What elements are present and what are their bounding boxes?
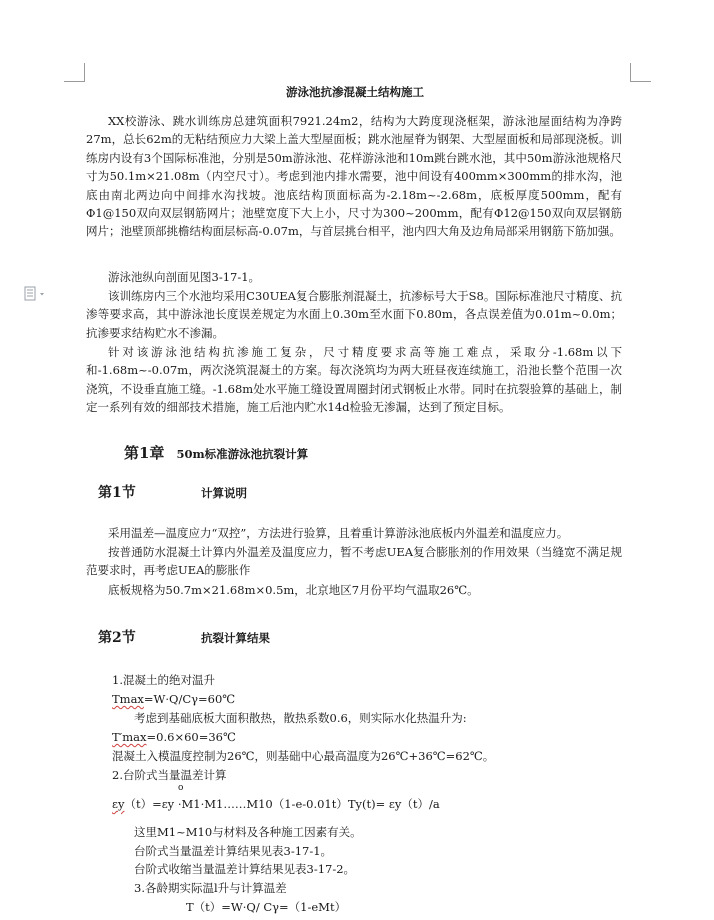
chapter-title: 50m标准游泳池抗裂计算 (176, 447, 309, 461)
chapter-1-heading (124, 442, 308, 463)
temperature-rise-formula: T（t）=W·Q/ Cγ=（1-eMt） (186, 900, 347, 914)
intro-paragraph-1: XX校游泳、跳水训练房总建筑面积7921.24m2，结构为大跨度现浇框架，游泳池屋面结构为净跨27m，总长62m的无粘结预应力大梁上盖大型屋面板；跳水池屋脊为钢架、大型屋面板和局部现浇板。训练房内设有3个国际标准池，分别是50m游泳池、花样游泳池和10m跳台跳水池，其中50m游泳池规格尺寸为50.1m×21.08m（内空尺寸）。考虑到池内排水需要，池中间设有400mm×300mm的排水沟，池底由南北两边向中间排水沟找坡。池底结构顶面标高为-2.18m~-2.68m，底板厚度500mm，配有Φ1@150双向双层钢筋网片；池壁宽度下大上小，尺寸为300~200mm，配有Φ12@150双向双层钢筋网片；池壁顶部挑檐结构面层标高-0.07m，与首层挑台相平，池内四大角及边角局部采用钢筋下筋加强。 (86, 114, 622, 239)
section-2-title: 抗裂计算结果 (201, 631, 270, 645)
section-1-paragraph-3: 底板规格为50.7m×21.68m×0.5m，北京地区7月份平均气温取26℃。 (108, 583, 479, 597)
strain-formula (112, 795, 440, 813)
section-number: 第2节 (98, 630, 136, 646)
strain-variable: εy (112, 797, 125, 811)
crop-mark-top-right (630, 63, 651, 82)
intro-paragraph-2: 游泳池纵向剖面见图3-17-1。 (108, 270, 261, 284)
calc-item-2-heading: 2.台阶式当量温差计算 (112, 768, 227, 782)
crop-mark-top-left (64, 63, 85, 82)
chapter-number: 第1章 (124, 444, 165, 462)
intro-paragraph-4: 针对该游泳池结构抗渗施工复杂，尺寸精度要求高等施工难点，采取分-1.68m以下和-1.68m~-0.07m，两次浇筑混凝土的方案。每次浇筑均为两大班昼夜连续施工，沿池长整个范围一次浇筑，不设垂直施工缝。-1.68m处水平施工缝设置周圈封闭式钢板止水带。同时在抗裂验算的基础上，制定一系列有效的细部技术措施，施工后池内贮水14d检验无渗漏，达到了预定目标。 (86, 345, 622, 415)
tprime-expression: =0.6×60=36℃ (146, 730, 236, 744)
document-outline-icon[interactable] (24, 286, 48, 302)
tmax-expression: =W·Q/Cγ=60℃ (143, 692, 236, 706)
calc-item-3-heading: 3.各龄期实际温l升与计算温差 (134, 881, 287, 895)
section-1-paragraph-2: 按普通防水混凝土计算内外温差及温度应力，暂不考虑UEA复合膨胀剂的作用效果（当缝宽不满足规范要求时，再考虑UEA的膨胀作 (86, 545, 622, 578)
calc-item-1-heading: 1.混凝土的绝对温升 (112, 673, 215, 687)
strain-expression: （t）=εy ·M1·M1……M10（1-e-0.01t）Ty(t)= εy（t）/a (124, 797, 440, 811)
table-3-17-2-note: 台阶式收缩当量温差计算结果见表3-17-2。 (134, 862, 356, 876)
table-3-17-1-note: 台阶式当量温差计算结果见表3-17-1。 (134, 844, 333, 858)
m-factor-note: 这里M1~M10与材料及各种施工因素有关。 (134, 825, 362, 839)
tmax-variable: Tmax (112, 692, 144, 706)
pour-temperature-note: 混凝土入模温度控制为26℃，则基础中心最高温度为26℃+36℃=62℃。 (112, 749, 495, 763)
intro-paragraph-3: 该训练房内三个水池均采用C30UEA复合膨胀剂混凝土，抗渗标号大于S8。国际标准池尺寸精度、抗渗等要求高，其中游泳池长度误差规定为水面上0.30m至水面下0.80m，各点误差值为0.01m~0.0m；抗渗要求结构贮水不渗漏。 (86, 289, 622, 340)
section-1-heading (98, 482, 136, 502)
tprime-formula (112, 728, 236, 746)
formula-superscript-mark: o (178, 783, 184, 793)
section-2-heading (98, 627, 136, 647)
section-1-paragraph-1: 采用温差—温度应力“双控”，方法进行验算，且着重计算游泳池底板内外温差和温度应力。 (108, 526, 569, 540)
section-number: 第1节 (98, 485, 136, 501)
tmax-formula (112, 690, 235, 708)
tprime-variable: T′max (112, 730, 147, 744)
section-1-title: 计算说明 (201, 486, 247, 500)
document-title: 游泳池抗渗混凝土结构施工 (286, 85, 424, 99)
heat-dissipation-note: 考虑到基础底板大面积散热，散热系数0.6，则实际水化热温升为: (134, 711, 467, 725)
